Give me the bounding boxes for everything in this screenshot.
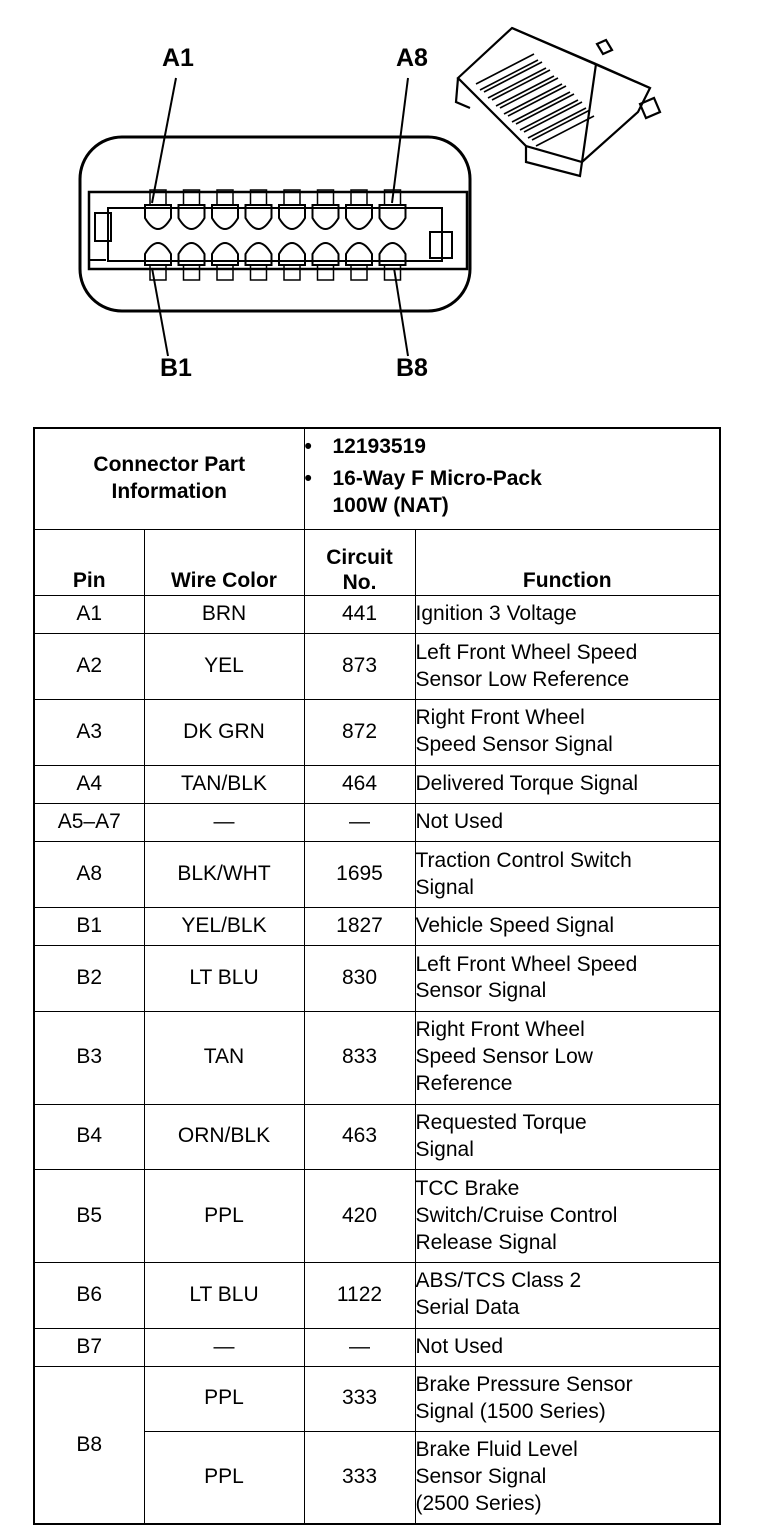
pin-cell: A1 [34,596,144,634]
wire-color-cell: PPL [144,1367,304,1432]
pin-cell: A2 [34,634,144,700]
connector-pinout-table [33,427,721,1525]
pin-cell: B8 [34,1367,144,1524]
wire-color-cell: YEL/BLK [144,907,304,945]
part-number-list [304,428,720,530]
part-number-item: • 12193519 [304,435,426,458]
table-row [34,1011,720,1104]
cavity-tab [251,265,267,280]
function-cell: Left Front Wheel Speed Sensor Low Reference [415,634,720,700]
connector-part-info-label: Connector Part Information [34,428,304,530]
circuit-cell: 1827 [304,907,415,945]
circuit-cell: 1695 [304,842,415,908]
connector-diagram [0,0,768,400]
cavity-tab [351,265,367,280]
circuit-cell: 830 [304,946,415,1012]
pin-cell: A3 [34,699,144,765]
table-row [34,1367,720,1432]
function-cell: Brake Pressure Sensor Signal (1500 Series) [415,1367,720,1432]
table-row [34,803,720,841]
cavity-tab [385,265,401,280]
header-wire-color: Wire Color [144,530,304,596]
function-cell: Left Front Wheel Speed Sensor Signal [415,946,720,1012]
pin-cell: B5 [34,1170,144,1263]
cavity-tab [184,265,200,280]
function-cell: Traction Control Switch Signal [415,842,720,908]
cavity-tab [284,265,300,280]
pin-cell: B2 [34,946,144,1012]
pin-label-b1: B1 [160,354,192,382]
pin-cell: A8 [34,842,144,908]
pin-cell: A4 [34,765,144,803]
connector-rib [532,110,590,140]
wire-color-cell: LT BLU [144,1263,304,1329]
header-pin: Pin [34,530,144,596]
pin-label-b8: B8 [396,354,428,382]
connector-housing-icon [80,137,470,311]
circuit-cell: 872 [304,699,415,765]
circuit-cell: 333 [304,1431,415,1524]
function-cell: Ignition 3 Voltage [415,596,720,634]
function-cell: Delivered Torque Signal [415,765,720,803]
table-row [34,907,720,945]
circuit-cell: 464 [304,765,415,803]
function-cell: Right Front Wheel Speed Sensor Signal [415,699,720,765]
function-cell: Not Used [415,1328,720,1366]
pin-cell: B3 [34,1011,144,1104]
connector-perspective-icon [456,28,660,176]
circuit-cell: 833 [304,1011,415,1104]
wire-color-cell: DK GRN [144,699,304,765]
table-row [34,765,720,803]
table-header-row [34,530,720,596]
part-number-item: • 16-Way F Micro-Pack 100W (NAT) [304,466,542,517]
function-cell: Requested Torque Signal [415,1104,720,1170]
table-row [34,634,720,700]
circuit-cell: 873 [304,634,415,700]
wire-color-cell: PPL [144,1431,304,1524]
table-row [34,1170,720,1263]
pin-cell: B4 [34,1104,144,1170]
table-row [34,946,720,1012]
wire-color-cell: TAN/BLK [144,765,304,803]
header-function: Function [415,530,720,596]
table-row [34,699,720,765]
function-cell: Vehicle Speed Signal [415,907,720,945]
circuit-cell: 441 [304,596,415,634]
circuit-cell: — [304,803,415,841]
header-circuit: Circuit No. [304,530,415,596]
wire-color-cell: PPL [144,1170,304,1263]
wire-color-cell: BLK/WHT [144,842,304,908]
pin-cavities [145,190,406,280]
function-cell: TCC Brake Switch/Cruise Control Release Signal [415,1170,720,1263]
circuit-cell: 1122 [304,1263,415,1329]
table-row [34,1263,720,1329]
pin-cell: B1 [34,907,144,945]
wire-color-cell: BRN [144,596,304,634]
wire-color-cell: ORN/BLK [144,1104,304,1170]
wire-color-cell: TAN [144,1011,304,1104]
circuit-cell: 463 [304,1104,415,1170]
pin-label-a8: A8 [396,44,428,72]
function-cell: Right Front Wheel Speed Sensor Low Reference [415,1011,720,1104]
wire-color-cell: YEL [144,634,304,700]
pin-label-a1: A1 [162,44,194,72]
wire-color-cell: LT BLU [144,946,304,1012]
wire-color-cell: — [144,803,304,841]
circuit-cell: 420 [304,1170,415,1263]
function-cell: Not Used [415,803,720,841]
table-row [34,1328,720,1366]
function-cell: ABS/TCS Class 2 Serial Data [415,1263,720,1329]
wire-color-cell: — [144,1328,304,1366]
table-row [34,596,720,634]
table-row [34,842,720,908]
connector-info-row [34,428,720,530]
pin-cell: A5–A7 [34,803,144,841]
circuit-cell: 333 [304,1367,415,1432]
cavity-tab [217,265,233,280]
pin-cell: B6 [34,1263,144,1329]
circuit-cell: — [304,1328,415,1366]
pin-cell: B7 [34,1328,144,1366]
cavity-tab [318,265,334,280]
connector-rib [480,60,538,90]
function-cell: Brake Fluid Level Sensor Signal (2500 Series) [415,1431,720,1524]
table-row [34,1104,720,1170]
